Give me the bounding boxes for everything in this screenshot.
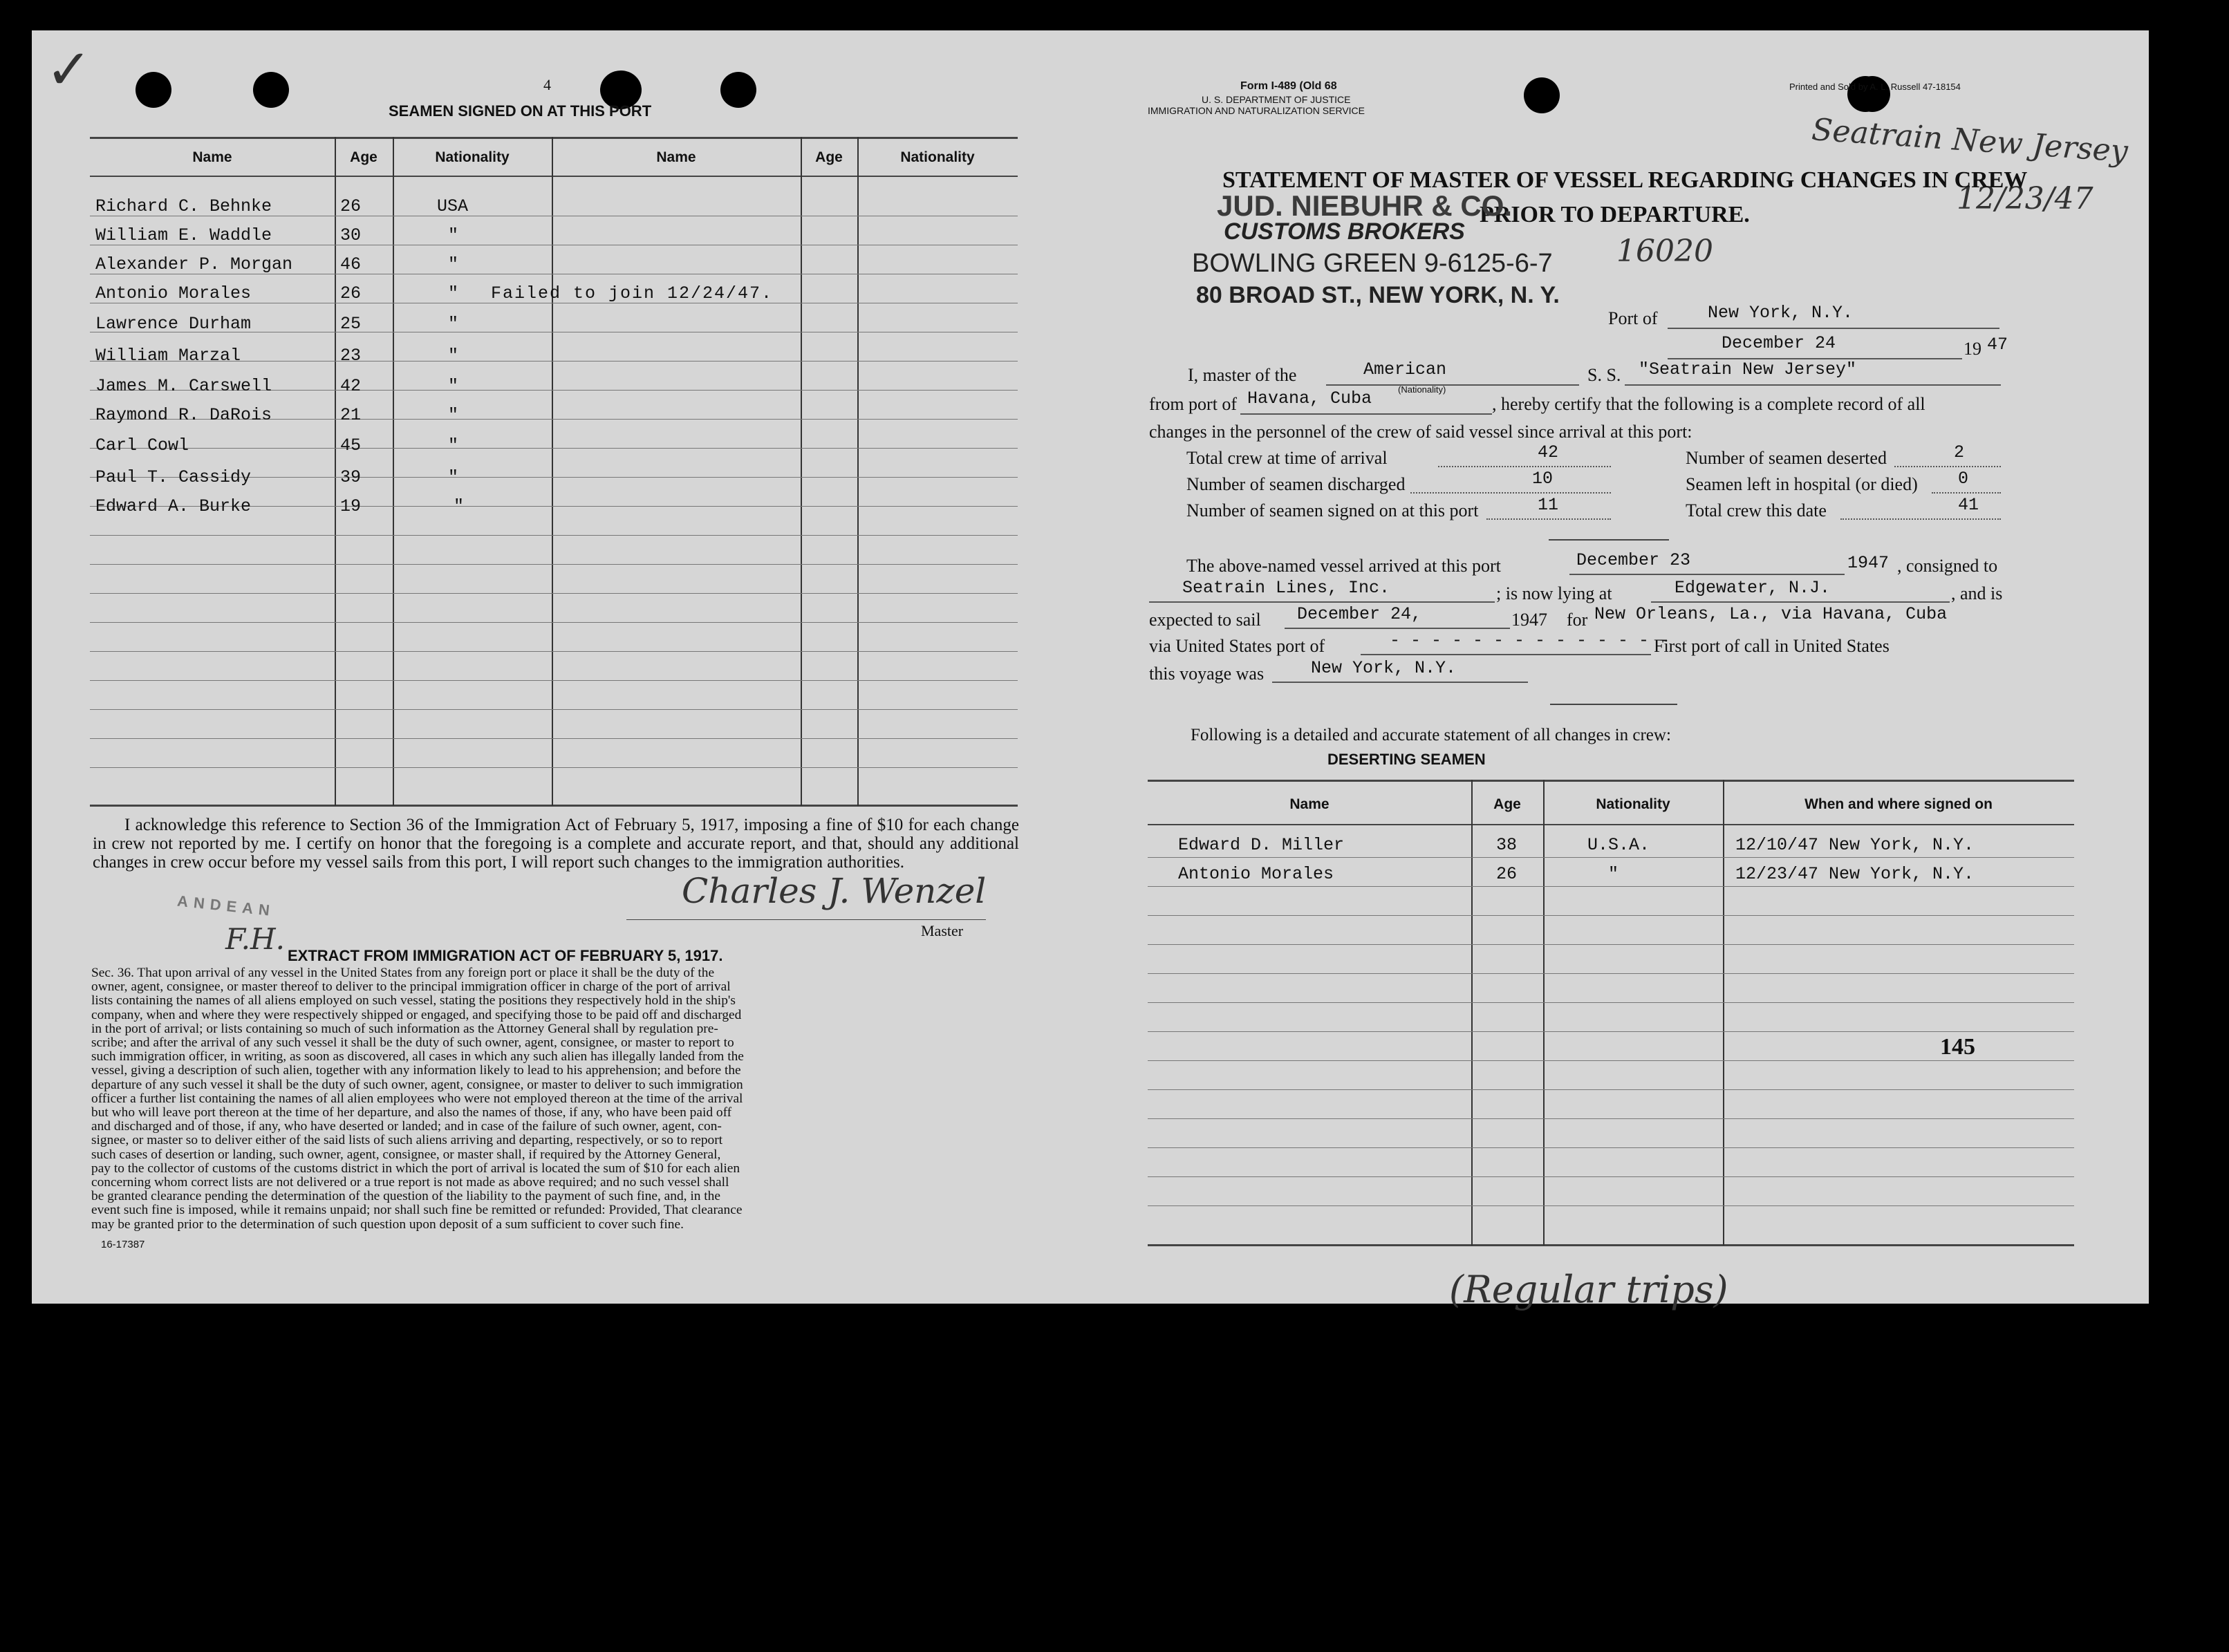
deserter-nationality: U.S.A. — [1587, 835, 1650, 855]
extract-line: lists containing the names of all aliens employed on such vessel, stating the positions they respectively hold in the ship's — [91, 993, 736, 1008]
form-label: Form I-489 (Old 68 — [1240, 80, 1337, 92]
left-page — [32, 30, 1085, 1304]
seaman-name: Alexander P. Morgan — [95, 254, 293, 274]
seaman-name: Edward A. Burke — [95, 496, 252, 516]
arrived-label: The above-named vessel arrived at this port — [1186, 556, 1501, 576]
col-header-nationality-2: Nationality — [900, 149, 975, 165]
consigned-label: , consigned to — [1897, 556, 1998, 576]
deserter-signed-on: 12/10/47 New York, N.Y. — [1735, 835, 1975, 855]
stat-label: Total crew this date — [1686, 500, 1827, 520]
handwritten-145: 145 — [1940, 1034, 1975, 1060]
col-header-nationality: Nationality — [1596, 796, 1670, 812]
port-value: New York, N.Y. — [1708, 303, 1854, 323]
extract-line: be granted clearance pending the determination of the question of the liability to the payment of such fine, and, in the — [91, 1189, 720, 1204]
expected-value: December 24, — [1297, 604, 1422, 624]
printer-line: Printed and Sold by A. L. Russell 47-18154 — [1789, 82, 1961, 92]
certify-text: , hereby certify that the following is a complete record of all — [1492, 394, 1925, 414]
form-title-line-2: PRIOR TO DEPARTURE. — [1480, 202, 1750, 227]
expected-year: 1947 — [1511, 610, 1547, 630]
extract-line: such cases of desertion or landing, such owner, agent, consignee, or master shall, if required by the Attorney General, — [91, 1147, 721, 1162]
seaman-age: 45 — [340, 435, 362, 456]
via-label: via United States port of — [1149, 636, 1325, 656]
seaman-name: James M. Carswell — [95, 376, 272, 396]
stat-value: 42 — [1538, 442, 1559, 462]
deserter-nationality: " — [1608, 864, 1619, 884]
expected-label: expected to sail — [1149, 610, 1261, 630]
seaman-name: William E. Waddle — [95, 225, 272, 245]
date-value: December 24 — [1722, 333, 1836, 353]
extract-line: officer a further list containing the names of all alien employees who were not employed thereon at the time of the arrival — [91, 1091, 743, 1106]
seaman-name: Antonio Morales — [95, 283, 252, 303]
seaman-age: 42 — [340, 376, 362, 396]
stat-value: 10 — [1532, 469, 1554, 489]
handwritten-date: 12/23/47 — [1957, 181, 2093, 216]
seaman-age: 19 — [340, 496, 362, 516]
col-header-age-2: Age — [815, 149, 843, 165]
nationality-value: American — [1363, 359, 1447, 379]
stat-label: Number of seamen discharged — [1186, 474, 1406, 494]
seaman-age: 21 — [340, 405, 362, 425]
punch-hole — [1524, 77, 1560, 113]
broker-stamp-line-4: 80 BROAD ST., NEW YORK, N. Y. — [1196, 282, 1560, 308]
seaman-nationality: " — [448, 283, 459, 303]
bottom-note: (Regular trips) — [1449, 1268, 1728, 1311]
from-port-value: Havana, Cuba — [1247, 388, 1372, 409]
changes-text: changes in the personnel of the crew of said vessel since arrival at this port: — [1149, 422, 1692, 442]
extract-title: EXTRACT FROM IMMIGRATION ACT OF FEBRUARY 5, 1917. — [288, 947, 723, 964]
section-title: SEAMEN SIGNED ON AT THIS PORT — [389, 102, 652, 120]
handwritten-vessel: Seatrain New Jersey — [1810, 112, 2129, 169]
form-title-line-1: STATEMENT OF MASTER OF VESSEL REGARDING CHANGES IN CREW — [1222, 167, 2028, 193]
col-header-age: Age — [350, 149, 377, 165]
lying-value: Edgewater, N.J. — [1675, 578, 1831, 598]
deserter-signed-on: 12/23/47 New York, N.Y. — [1735, 864, 1975, 884]
extract-line: event such fine is imposed, while it remains unpaid; nor shall such fine be remitted or refunded: Provided, That clearance — [91, 1203, 743, 1218]
seaman-name: Carl Cowl — [95, 435, 189, 456]
deserter-name: Antonio Morales — [1178, 864, 1334, 884]
nationality-caption: (Nationality) — [1398, 384, 1446, 395]
vessel-name: "Seatrain New Jersey" — [1639, 359, 1857, 379]
following-text: Following is a detailed and accurate statement of all changes in crew: — [1191, 726, 1671, 744]
extract-line: may be granted prior to the determination of such question upon deposit of a sum sufficient to cover such fine. — [91, 1217, 684, 1232]
extract-line: departure of any such vessel it shall be the duty of such owner, agent, consignee, or master to deliver to such immigration — [91, 1077, 743, 1092]
signature-line — [626, 919, 986, 920]
lying-label: ; is now lying at — [1496, 583, 1612, 603]
stat-value: 0 — [1958, 469, 1969, 489]
seaman-age: 30 — [340, 225, 362, 245]
extract-line: vessel, giving a description of such alien, together with any information likely to lead to his apprehension; and before the — [91, 1063, 741, 1078]
seaman-age: 39 — [340, 467, 362, 487]
arrived-value: December 23 — [1576, 550, 1691, 570]
master-label: Master — [921, 922, 964, 939]
consignee-value: Seatrain Lines, Inc. — [1182, 578, 1390, 598]
broker-stamp-line-3: BOWLING GREEN 9-6125-6-7 — [1192, 249, 1553, 278]
seaman-nationality: USA — [437, 196, 469, 216]
stat-value: 11 — [1538, 495, 1559, 515]
stat-label: Total crew at time of arrival — [1186, 448, 1388, 468]
col-header-signed-on: When and where signed on — [1804, 796, 1993, 812]
seaman-age: 26 — [340, 283, 362, 303]
seaman-nationality: " — [448, 405, 459, 425]
extract-line: such immigration officer, in writing, as soon as discovered, all cases in which any such alien has illegally landed from the — [91, 1049, 744, 1064]
broker-stamp-line-2: CUSTOMS BROKERS — [1224, 218, 1465, 245]
extract-line: but who will leave port thereon at the time of her departure, and also the names of those, if any, who have been paid off — [91, 1105, 732, 1120]
voyage-label: this voyage was — [1149, 664, 1265, 684]
master-of-label: I, master of the — [1188, 365, 1297, 385]
seaman-name: Lawrence Durham — [95, 314, 252, 334]
seaman-name: Raymond R. DaRois — [95, 405, 272, 425]
seaman-nationality: " — [448, 376, 459, 396]
extract-line: scribe; and after the arrival of any such vessel it shall be the duty of such owner, agent, consignee, or master to report to — [91, 1035, 734, 1051]
extract-body — [91, 966, 1018, 1232]
master-signature: Charles J. Wenzel — [682, 871, 987, 911]
acknowledgement-text: I acknowledge this reference to Section 36 of the Immigration Act of February 5, 1917, imposing a fine of $10 for each change in crew not reported by me. I certify on honor that the foregoing is a complete and accurate report, and that, should any additional changes in crew occur before my vessel sails from this port, I will report such changes to the immigration authorities. — [93, 816, 1019, 872]
destination-value: New Orleans, La., via Havana, Cuba — [1594, 604, 1948, 624]
port-label: Port of — [1608, 308, 1658, 328]
year-prefix: 19 — [1964, 339, 1981, 359]
seaman-name: Richard C. Behnke — [95, 196, 272, 216]
deserter-age: 38 — [1496, 835, 1518, 855]
extract-line: company, when and where they were respectively shipped or engaged, and specifying those to be paid off and discharged — [91, 1007, 742, 1022]
seaman-nationality: " — [448, 467, 459, 487]
deserter-name: Edward D. Miller — [1178, 835, 1345, 855]
punch-hole — [720, 72, 756, 108]
and-is-label: , and is — [1951, 583, 2003, 603]
page-number: 4 — [543, 76, 551, 93]
extract-line: signee, or master so to deliver either of the said lists of such aliens arriving and departing, respectively, or so to report — [91, 1133, 723, 1148]
seaman-nationality: " — [448, 435, 459, 456]
col-header-name: Name — [192, 149, 232, 165]
extract-line: concerning whom correct lists are not delivered or a true report is not made as above required; and no such vessel shall — [91, 1175, 729, 1190]
failed-note: Failed to join 12/24/47. — [491, 283, 774, 303]
check-mark: ✓ — [46, 37, 93, 102]
col-header-nationality: Nationality — [435, 149, 510, 165]
deserter-age: 26 — [1496, 864, 1518, 884]
seaman-age: 23 — [340, 346, 362, 366]
extract-line: in the port of arrival; or lists containing so much of such information as the Attorney General shall by regulation pre- — [91, 1021, 718, 1036]
seaman-nationality: " — [448, 346, 459, 366]
seaman-nationality: " — [448, 254, 459, 274]
stat-value: 41 — [1958, 495, 1979, 515]
dept-line-2: IMMIGRATION AND NATURALIZATION SERVICE — [1148, 105, 1365, 116]
handwritten-number: 16020 — [1616, 234, 1713, 269]
right-page — [1085, 30, 2149, 1311]
seaman-name: William Marzal — [95, 346, 241, 366]
seaman-nationality: " — [448, 314, 459, 334]
seaman-age: 26 — [340, 196, 362, 216]
first-port-label: First port of call in United States — [1654, 636, 1890, 656]
arrived-year: 1947 — [1847, 553, 1890, 573]
punch-hole — [253, 72, 289, 108]
col-header-name: Name — [1289, 796, 1330, 812]
extract-line: pay to the collector of customs of the customs district in which the port of arrival is located the sum of $10 for each alien — [91, 1161, 740, 1176]
voyage-value: New York, N.Y. — [1311, 658, 1457, 678]
stat-label: Number of seamen signed on at this port — [1186, 500, 1479, 520]
from-port-label: from port of — [1149, 394, 1238, 414]
faded-stamp: ANDEAN — [176, 892, 277, 920]
seaman-age: 46 — [340, 254, 362, 274]
extract-line: owner, agent, consignee, or master thereof to deliver to the principal immigration officer in charge of the port of arrival — [91, 979, 731, 995]
stat-value: 2 — [1954, 442, 1965, 462]
col-header-name-2: Name — [656, 149, 696, 165]
form-code: 16-17387 — [101, 1239, 145, 1250]
year-value: 47 — [1987, 335, 2008, 355]
broker-stamp-line-1: JUD. NIEBUHR & CO. — [1217, 189, 1513, 222]
separator — [1549, 539, 1669, 541]
punch-hole — [136, 72, 171, 108]
for-label: for — [1567, 610, 1588, 630]
ss-label: S. S. — [1587, 365, 1621, 385]
deserting-title: DESERTING SEAMEN — [1327, 751, 1486, 768]
seaman-nationality: " — [448, 225, 459, 245]
seaman-nationality: " — [454, 496, 465, 516]
seaman-name: Paul T. Cassidy — [95, 467, 252, 487]
stat-label: Seamen left in hospital (or died) — [1686, 474, 1918, 494]
extract-line: Sec. 36. That upon arrival of any vessel in the United States from any foreign port or place it shall be the duty of the — [91, 966, 715, 980]
extract-line: and discharged and of those, if any, who have deserted or landed; and in case of the failure of such owner, agent, con- — [91, 1119, 722, 1134]
stat-label: Number of seamen deserted — [1686, 448, 1887, 468]
seaman-age: 25 — [340, 314, 362, 334]
dept-line-1: U. S. DEPARTMENT OF JUSTICE — [1202, 94, 1351, 105]
via-value: - - - - - - - - - - - - - - — [1390, 630, 1670, 650]
col-header-age: Age — [1493, 796, 1521, 812]
inspector-initials: F.H. — [225, 922, 285, 956]
separator — [1550, 704, 1677, 705]
